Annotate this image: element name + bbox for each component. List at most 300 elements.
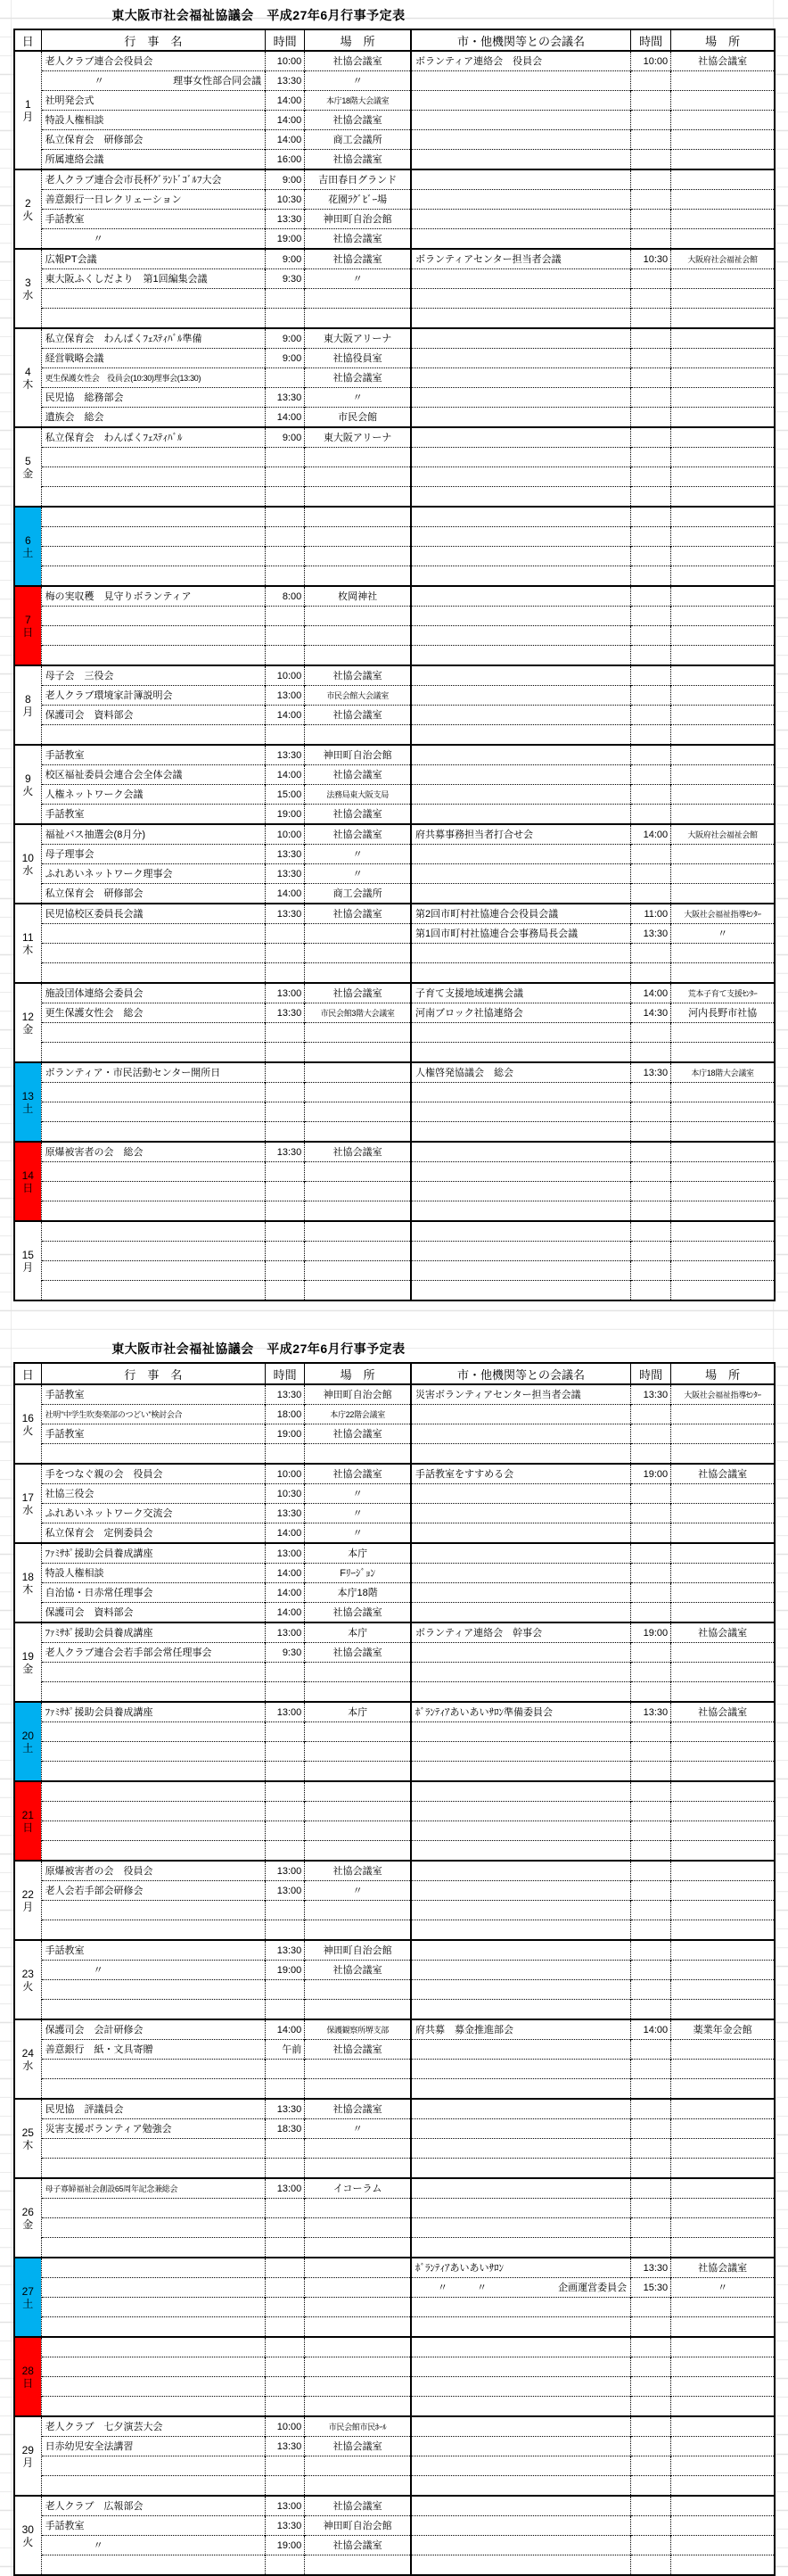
cell-place xyxy=(305,1182,411,1201)
cell-place xyxy=(305,2278,411,2298)
cell-meeting xyxy=(411,1583,631,1603)
cell-meeting-place xyxy=(671,1281,775,1301)
cell-meeting-place xyxy=(671,1643,775,1663)
cell-event: 老人クラブ 七夕演芸大会 xyxy=(41,2416,266,2437)
header-time: 時間 xyxy=(266,1363,305,1384)
header-meeting: 市・他機関等との会議名 xyxy=(411,29,631,51)
cell-place xyxy=(305,646,411,666)
table-row xyxy=(14,607,775,626)
cell-meeting-place xyxy=(671,2437,775,2456)
cell-meeting-time xyxy=(631,210,671,229)
cell-time xyxy=(266,1043,305,1063)
cell-place: 社協会議室 xyxy=(305,824,411,845)
cell-place: 本庁 xyxy=(305,1622,411,1643)
cell-meeting-place xyxy=(671,1940,775,1961)
cell-event: 手話教室 xyxy=(41,805,266,825)
cell-event: 〃 xyxy=(41,229,266,250)
cell-meeting-time xyxy=(631,2377,671,2397)
cell-place: 社協会議室 xyxy=(305,665,411,686)
cell-meeting xyxy=(411,1762,631,1782)
cell-place: 社協会議室 xyxy=(305,1424,411,1444)
cell-place: 社協会議室 xyxy=(305,1464,411,1484)
cell-time: 14:00 xyxy=(266,1564,305,1583)
cell-event: ボランティア・市民活動センター開所日 xyxy=(41,1062,266,1083)
schedule-table-1 xyxy=(13,29,776,1301)
cell-meeting-time: 15:30 xyxy=(631,2278,671,2298)
day-number: 17 xyxy=(21,1490,34,1504)
day-number: 18 xyxy=(21,1570,34,1583)
cell-time xyxy=(266,2060,305,2079)
cell-meeting: 第1回市町村社協連合会事務局長会議 xyxy=(411,924,631,944)
cell-event: 私立保育会 研修部会 xyxy=(41,884,266,904)
cell-time: 9:00 xyxy=(266,249,305,269)
cell-meeting-place: 薬業年金会館 xyxy=(671,2019,775,2040)
cell-place: 商工会議所 xyxy=(305,130,411,150)
table-row xyxy=(14,944,775,963)
cell-meeting xyxy=(411,1405,631,1424)
table-row xyxy=(14,1861,775,1881)
cell-meeting-time: 10:00 xyxy=(631,51,671,71)
cell-place: 〃 xyxy=(305,71,411,91)
cell-meeting-time: 19:00 xyxy=(631,1464,671,1484)
cell-meeting-place xyxy=(671,2416,775,2437)
cell-meeting xyxy=(411,2536,631,2555)
cell-meeting xyxy=(411,309,631,329)
cell-meeting-place xyxy=(671,328,775,349)
cell-meeting-place xyxy=(671,944,775,963)
cell-event xyxy=(41,2377,266,2397)
cell-place xyxy=(305,1242,411,1261)
cell-place: 神田町自治会館 xyxy=(305,2516,411,2536)
cell-place: 市民会館大会議室 xyxy=(305,686,411,706)
cell-meeting-place xyxy=(671,91,775,111)
cell-time: 13:00 xyxy=(266,2178,305,2199)
cell-meeting-time xyxy=(631,1742,671,1762)
day-of-week: 日 xyxy=(22,2376,34,2390)
cell-meeting-place xyxy=(671,665,775,686)
cell-meeting-place xyxy=(671,725,775,746)
cell-place xyxy=(305,1201,411,1222)
cell-meeting-place: 社協会議室 xyxy=(671,51,775,71)
cell-event: 日赤幼児安全法講習 xyxy=(41,2437,266,2456)
day-number: 28 xyxy=(21,2364,34,2377)
cell-meeting: ﾎﾞﾗﾝﾃｨｱあいあいｻﾛﾝ準備委員会 xyxy=(411,1702,631,1722)
cell-time xyxy=(266,924,305,944)
cell-meeting-time xyxy=(631,1980,671,2000)
day-of-week: 月 xyxy=(22,2456,34,2469)
cell-event: 民児協校区委員長会議 xyxy=(41,904,266,924)
day-cell-20 xyxy=(14,1702,41,1781)
header-day: 日 xyxy=(14,1363,41,1384)
cell-meeting-time: 14:00 xyxy=(631,983,671,1003)
cell-event xyxy=(41,2278,266,2298)
table-row xyxy=(14,1281,775,1301)
cell-place: 社協会議室 xyxy=(305,2536,411,2555)
cell-meeting-time xyxy=(631,2218,671,2238)
cell-time: 午前 xyxy=(266,2040,305,2060)
cell-meeting-time xyxy=(631,864,671,884)
cell-meeting-time xyxy=(631,2238,671,2258)
cell-time: 9:30 xyxy=(266,269,305,289)
cell-time: 13:30 xyxy=(266,864,305,884)
day-cell-1 xyxy=(14,51,41,169)
cell-place xyxy=(305,2159,411,2179)
cell-meeting-place xyxy=(671,349,775,368)
cell-meeting xyxy=(411,566,631,587)
table-row xyxy=(14,150,775,170)
cell-meeting-place xyxy=(671,1802,775,1821)
cell-event xyxy=(41,71,266,91)
cell-place xyxy=(305,2199,411,2218)
cell-event xyxy=(41,1043,266,1063)
table-row xyxy=(14,686,775,706)
cell-event: 私立保育会 研修部会 xyxy=(41,130,266,150)
cell-meeting-time xyxy=(631,1221,671,1242)
cell-event xyxy=(41,566,266,587)
cell-time xyxy=(266,2337,305,2357)
cell-place xyxy=(305,487,411,508)
cell-meeting xyxy=(411,2159,631,2179)
cell-meeting-time: 14:00 xyxy=(631,2019,671,2040)
cell-meeting-time xyxy=(631,2178,671,2199)
cell-place xyxy=(305,2357,411,2377)
cell-event: 校区福祉委員会連合会全体会議 xyxy=(41,765,266,785)
cell-time xyxy=(266,1821,305,1841)
cell-place xyxy=(305,289,411,309)
cell-event: 原爆被害者の会 総会 xyxy=(41,1142,266,1162)
cell-time xyxy=(266,1062,305,1083)
table-row xyxy=(14,1920,775,1941)
cell-meeting-place xyxy=(671,190,775,210)
table-row xyxy=(14,983,775,1003)
cell-event: 〃 xyxy=(41,2536,266,2555)
table-row xyxy=(14,845,775,864)
cell-meeting-place xyxy=(671,210,775,229)
cell-event xyxy=(41,2298,266,2317)
table-row xyxy=(14,884,775,904)
table-row xyxy=(14,408,775,428)
cell-meeting-place xyxy=(671,507,775,527)
day-of-week: 火 xyxy=(22,2535,34,2548)
cell-event xyxy=(41,2337,266,2357)
cell-meeting xyxy=(411,2079,631,2100)
cell-event: 民児協 総務部会 xyxy=(41,388,266,408)
cell-time: 18:00 xyxy=(266,1405,305,1424)
cell-place xyxy=(305,1261,411,1281)
day-number: 22 xyxy=(21,1887,34,1901)
cell-meeting xyxy=(411,884,631,904)
cell-meeting-time xyxy=(631,944,671,963)
cell-time xyxy=(266,467,305,487)
day-cell-30 xyxy=(14,2496,41,2575)
cell-place xyxy=(305,2218,411,2238)
cell-meeting-time xyxy=(631,269,671,289)
cell-meeting xyxy=(411,2357,631,2377)
cell-time xyxy=(266,2199,305,2218)
cell-place: 神田町自治会館 xyxy=(305,1940,411,1961)
day-cell-8 xyxy=(14,665,41,745)
table-row xyxy=(14,91,775,111)
cell-meeting-place: 荒本子育て支援ｾﾝﾀｰ xyxy=(671,983,775,1003)
cell-place: 本庁22階会議室 xyxy=(305,1405,411,1424)
cell-meeting-place xyxy=(671,1564,775,1583)
table-row xyxy=(14,2019,775,2040)
table-row xyxy=(14,210,775,229)
day-cell-15 xyxy=(14,1221,41,1300)
cell-meeting-time: 13:30 xyxy=(631,924,671,944)
cell-place xyxy=(305,2555,411,2576)
cell-event xyxy=(41,1221,266,1242)
cell-time xyxy=(266,1261,305,1281)
cell-meeting xyxy=(411,388,631,408)
cell-meeting-place xyxy=(671,626,775,646)
cell-meeting-place xyxy=(671,1142,775,1162)
cell-meeting-time xyxy=(631,2555,671,2576)
cell-meeting-time xyxy=(631,111,671,130)
table-row xyxy=(14,626,775,646)
cell-meeting xyxy=(411,467,631,487)
table-row xyxy=(14,1583,775,1603)
cell-meeting-time xyxy=(631,1142,671,1162)
cell-event: 梅の実収穫 見守りボランティア xyxy=(41,586,266,607)
cell-meeting-place xyxy=(671,2119,775,2139)
cell-meeting-place xyxy=(671,1083,775,1102)
cell-meeting-place xyxy=(671,1722,775,1742)
cell-meeting-time: 14:30 xyxy=(631,1003,671,1023)
day-cell-10 xyxy=(14,824,41,904)
cell-place xyxy=(305,1980,411,2000)
day-number: 2 xyxy=(24,196,31,210)
cell-meeting xyxy=(411,71,631,91)
cell-meeting-time xyxy=(631,487,671,508)
cell-meeting-time xyxy=(631,963,671,984)
day-number: 25 xyxy=(21,2126,34,2139)
cell-meeting-time xyxy=(631,1281,671,1301)
cell-time xyxy=(266,2000,305,2020)
table-row xyxy=(14,924,775,944)
cell-place xyxy=(305,2298,411,2317)
table-row xyxy=(14,2238,775,2258)
cell-place: 吉田春日グランド xyxy=(305,169,411,190)
cell-time xyxy=(266,448,305,467)
cell-meeting-place xyxy=(671,1484,775,1504)
cell-meeting xyxy=(411,349,631,368)
cell-meeting xyxy=(411,1543,631,1564)
day-number: 14 xyxy=(21,1168,34,1182)
day-of-week: 月 xyxy=(22,705,34,718)
cell-event xyxy=(41,1281,266,1301)
cell-time xyxy=(266,1762,305,1782)
cell-meeting xyxy=(411,607,631,626)
cell-place xyxy=(305,1062,411,1083)
cell-event xyxy=(41,1901,266,1920)
cell-event xyxy=(41,1102,266,1122)
cell-meeting-time xyxy=(631,1841,671,1862)
cell-time xyxy=(266,1083,305,1102)
day-cell-3 xyxy=(14,249,41,328)
cell-meeting-time xyxy=(631,765,671,785)
day-of-week: 金 xyxy=(22,2217,34,2231)
table-row xyxy=(14,1261,775,1281)
day-cell-4 xyxy=(14,328,41,427)
cell-meeting-time: 14:00 xyxy=(631,824,671,845)
day-of-week: 日 xyxy=(22,1181,34,1194)
cell-meeting-place xyxy=(671,229,775,250)
header-row xyxy=(14,29,775,51)
cell-meeting-place xyxy=(671,2476,775,2497)
cell-event xyxy=(41,1722,266,1742)
cell-meeting-place xyxy=(671,2218,775,2238)
cell-meeting-place xyxy=(671,448,775,467)
cell-place: 市民会館 xyxy=(305,408,411,428)
cell-event xyxy=(41,1802,266,1821)
cell-meeting xyxy=(411,111,631,130)
cell-meeting xyxy=(411,448,631,467)
cell-event xyxy=(41,1182,266,1201)
cell-meeting-place: 本庁18階大会議室 xyxy=(671,1062,775,1083)
table-row xyxy=(14,1003,775,1023)
cell-meeting: ボランティア連絡会 役員会 xyxy=(411,51,631,71)
cell-place xyxy=(305,2476,411,2497)
cell-event xyxy=(41,2456,266,2476)
cell-meeting-place xyxy=(671,1162,775,1182)
cell-place: 社協会議室 xyxy=(305,249,411,269)
day-of-week: 木 xyxy=(22,1582,34,1596)
cell-meeting xyxy=(411,2278,631,2298)
table-row xyxy=(14,963,775,984)
cell-meeting-place xyxy=(671,150,775,170)
day-cell-13 xyxy=(14,1062,41,1142)
cell-event xyxy=(41,2397,266,2417)
day-of-week: 月 xyxy=(22,1260,34,1274)
cell-meeting xyxy=(411,1722,631,1742)
cell-meeting-time xyxy=(631,1603,671,1623)
cell-meeting xyxy=(411,150,631,170)
table-row xyxy=(14,2060,775,2079)
day-number: 12 xyxy=(21,1010,34,1023)
table-row xyxy=(14,1182,775,1201)
cell-meeting xyxy=(411,1142,631,1162)
cell-place: 社協会議室 xyxy=(305,805,411,825)
cell-meeting xyxy=(411,2238,631,2258)
cell-meeting xyxy=(411,2416,631,2437)
cell-meeting-place xyxy=(671,785,775,805)
cell-event: 特設人権相談 xyxy=(41,111,266,130)
table-row xyxy=(14,1980,775,2000)
cell-meeting-time xyxy=(631,388,671,408)
header-day: 日 xyxy=(14,29,41,51)
cell-time: 9:00 xyxy=(266,169,305,190)
day-cell-14 xyxy=(14,1142,41,1221)
cell-meeting-place xyxy=(671,1102,775,1122)
table-row xyxy=(14,1464,775,1484)
cell-time: 13:00 xyxy=(266,686,305,706)
header-row xyxy=(14,1363,775,1384)
cell-event xyxy=(41,2159,266,2179)
cell-time xyxy=(266,1722,305,1742)
day-number: 26 xyxy=(21,2205,34,2218)
cell-place: 社協会議室 xyxy=(305,229,411,250)
cell-meeting-time xyxy=(631,2298,671,2317)
cell-time: 13:30 xyxy=(266,1504,305,1523)
cell-time: 10:00 xyxy=(266,51,305,71)
cell-place: 社協会議室 xyxy=(305,150,411,170)
cell-time xyxy=(266,1841,305,1862)
cell-meeting-place: 〃 xyxy=(671,924,775,944)
day-cell-25 xyxy=(14,2099,41,2178)
cell-meeting-time xyxy=(631,2000,671,2020)
day-cell-19 xyxy=(14,1622,41,1702)
cell-time: 13:30 xyxy=(266,388,305,408)
cell-place: 本庁 xyxy=(305,1543,411,1564)
table-row xyxy=(14,507,775,527)
cell-event xyxy=(41,2139,266,2159)
schedule-table-first-half-container xyxy=(0,29,788,1301)
cell-meeting-place xyxy=(671,845,775,864)
cell-meeting xyxy=(411,2476,631,2497)
cell-meeting-place xyxy=(671,1405,775,1424)
cell-meeting xyxy=(411,1242,631,1261)
cell-meeting-place xyxy=(671,388,775,408)
cell-event xyxy=(41,607,266,626)
cell-place xyxy=(305,1841,411,1862)
cell-time: 18:30 xyxy=(266,2119,305,2139)
day-of-week: 日 xyxy=(22,625,34,639)
day-cell-17 xyxy=(14,1464,41,1543)
day-cell-6 xyxy=(14,507,41,586)
cell-meeting-place xyxy=(671,1261,775,1281)
cell-time xyxy=(266,1663,305,1682)
cell-meeting-time xyxy=(631,1861,671,1881)
cell-meeting xyxy=(411,269,631,289)
day-of-week: 水 xyxy=(22,2059,34,2072)
day-cell-18 xyxy=(14,1543,41,1622)
cell-meeting-place xyxy=(671,2456,775,2476)
cell-meeting xyxy=(411,1102,631,1122)
cell-meeting-time xyxy=(631,2119,671,2139)
cell-meeting-place xyxy=(671,566,775,587)
cell-time: 14:00 xyxy=(266,706,305,725)
cell-meeting-time xyxy=(631,646,671,666)
cell-meeting: 河南ブロック社協連絡会 xyxy=(411,1003,631,1023)
cell-place: イコーラム xyxy=(305,2178,411,2199)
cell-meeting-time xyxy=(631,1920,671,1941)
cell-place: 社協役員室 xyxy=(305,349,411,368)
cell-meeting-time xyxy=(631,150,671,170)
cell-event: 人権ネットワーク会議 xyxy=(41,785,266,805)
cell-meeting-time: 10:30 xyxy=(631,249,671,269)
day-of-week: 金 xyxy=(22,1022,34,1036)
cell-meeting-place xyxy=(671,2199,775,2218)
cell-meeting xyxy=(411,1162,631,1182)
cell-meeting-place: 大阪社会福祉指導ｾﾝﾀｰ xyxy=(671,1384,775,1405)
cell-event: 遺族会 総会 xyxy=(41,408,266,428)
cell-time: 13:30 xyxy=(266,1384,305,1405)
cell-meeting xyxy=(411,210,631,229)
cell-time: 16:00 xyxy=(266,150,305,170)
cell-event xyxy=(41,2317,266,2338)
cell-meeting-time xyxy=(631,586,671,607)
table-row xyxy=(14,269,775,289)
cell-place: 〃 xyxy=(305,2119,411,2139)
day-number: 27 xyxy=(21,2284,34,2298)
cell-meeting xyxy=(411,289,631,309)
cell-place: 社協会議室 xyxy=(305,2040,411,2060)
table-row xyxy=(14,249,775,269)
cell-meeting xyxy=(411,1881,631,1901)
cell-meeting-place xyxy=(671,1424,775,1444)
cell-event: 自治協・日赤常任理事会 xyxy=(41,1583,266,1603)
